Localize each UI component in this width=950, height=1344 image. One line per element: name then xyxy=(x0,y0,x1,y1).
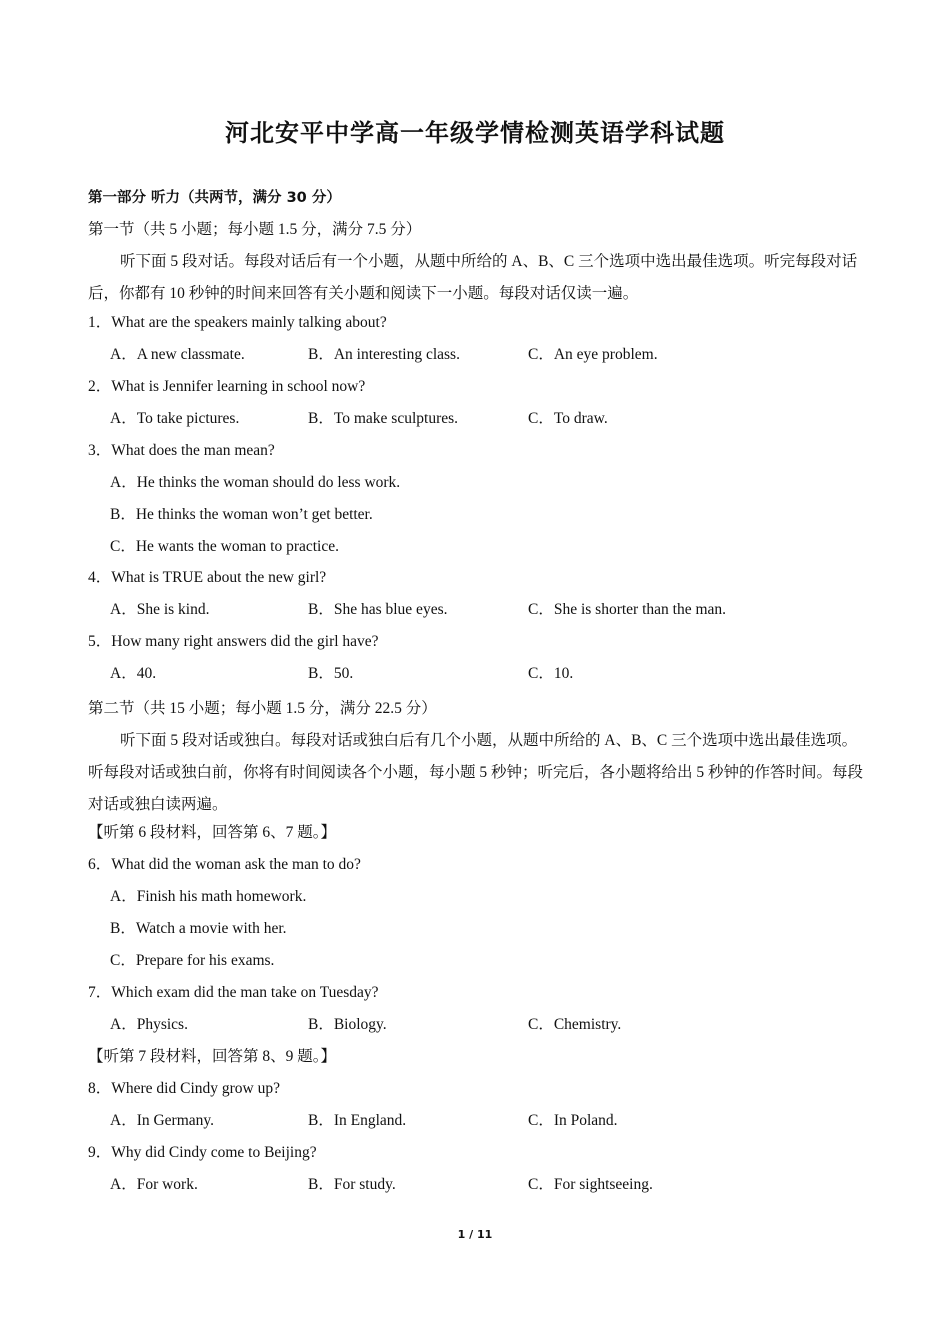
material-7-note: 【听第 7 段材料，回答第 8、9 题。】 xyxy=(88,1048,337,1065)
option-c: C．10. xyxy=(528,665,574,682)
option-a: A．He thinks the woman should do less work. xyxy=(110,474,401,491)
question-stem: 1．What are the speakers mainly talking about? xyxy=(88,314,387,331)
option-b: B．An interesting class. xyxy=(308,346,460,363)
question-stem: 4．What is TRUE about the new girl? xyxy=(88,569,327,586)
question-stem: 6．What did the woman ask the man to do? xyxy=(88,856,361,873)
question-stem: 5．How many right answers did the girl have? xyxy=(88,633,379,650)
option-c: C．Chemistry. xyxy=(528,1016,622,1033)
option-c: C．An eye problem. xyxy=(528,346,658,363)
option-a: A．In Germany. xyxy=(110,1112,215,1129)
option-b: B．50. xyxy=(308,665,354,682)
option-c: C．To draw. xyxy=(528,410,608,427)
option-c: C．He wants the woman to practice. xyxy=(110,538,339,555)
option-b: B．She has blue eyes. xyxy=(308,601,448,618)
question-stem: 7．Which exam did the man take on Tuesday? xyxy=(88,984,379,1001)
material-6-note: 【听第 6 段材料，回答第 6、7 题。】 xyxy=(88,824,337,841)
option-a: A．For work. xyxy=(110,1176,198,1193)
exam-title: 河北安平中学高一年级学情检测英语学科试题 xyxy=(225,119,725,147)
option-a: A．40. xyxy=(110,665,157,682)
section1-instructions: 听下面 5 段对话。每段对话后有一个小题，从题中所给的 A、B、C 三个选项中选出最佳选项。听完每段对话后，你都有 10 秒钟的时间来回答有关小题和阅读下一小题。每段对话仅读一遍。 xyxy=(88,253,858,302)
option-a: A．To take pictures. xyxy=(110,410,240,427)
section1-heading: 第一节（共 5 小题；每小题 1.5 分，满分 7.5 分） xyxy=(88,221,422,238)
option-b: B．To make sculptures. xyxy=(308,410,459,427)
question-stem: 9．Why did Cindy come to Beijing? xyxy=(88,1144,317,1161)
option-c: C．In Poland. xyxy=(528,1112,618,1129)
option-b: B．Watch a movie with her. xyxy=(110,920,287,937)
option-b: B．Biology. xyxy=(308,1016,387,1033)
section2-instructions: 听下面 5 段对话或独白。每段对话或独白后有几个小题，从题中所给的 A、B、C 三个选项中选出最佳选项。听每段对话或独白前，你将有时间阅读各个小题，每小题 5 秒钟；听完后，各小题将给出 5 秒钟的作答时间。每段对话或独白读两遍。 xyxy=(88,732,864,813)
option-c: C．Prepare for his exams. xyxy=(110,952,275,969)
part1-heading: 第一部分 听力（共两节，满分 30 分） xyxy=(88,190,341,206)
option-b: B．He thinks the woman won’t get better. xyxy=(110,506,373,523)
option-a: A．She is kind. xyxy=(110,601,210,618)
question-stem: 8．Where did Cindy grow up? xyxy=(88,1080,280,1097)
option-a: A．A new classmate. xyxy=(110,346,245,363)
option-b: B．For study. xyxy=(308,1176,396,1193)
section2-heading: 第二节（共 15 小题；每小题 1.5 分，满分 22.5 分） xyxy=(88,700,437,717)
option-a: A．Physics. xyxy=(110,1016,188,1033)
option-b: B．In England. xyxy=(308,1112,407,1129)
option-c: C．For sightseeing. xyxy=(528,1176,653,1193)
page-indicator: 1 / 11 xyxy=(457,1228,493,1241)
option-a: A．Finish his math homework. xyxy=(110,888,307,905)
question-stem: 2．What is Jennifer learning in school now? xyxy=(88,378,366,395)
option-c: C．She is shorter than the man. xyxy=(528,601,727,618)
question-stem: 3．What does the man mean? xyxy=(88,442,275,459)
